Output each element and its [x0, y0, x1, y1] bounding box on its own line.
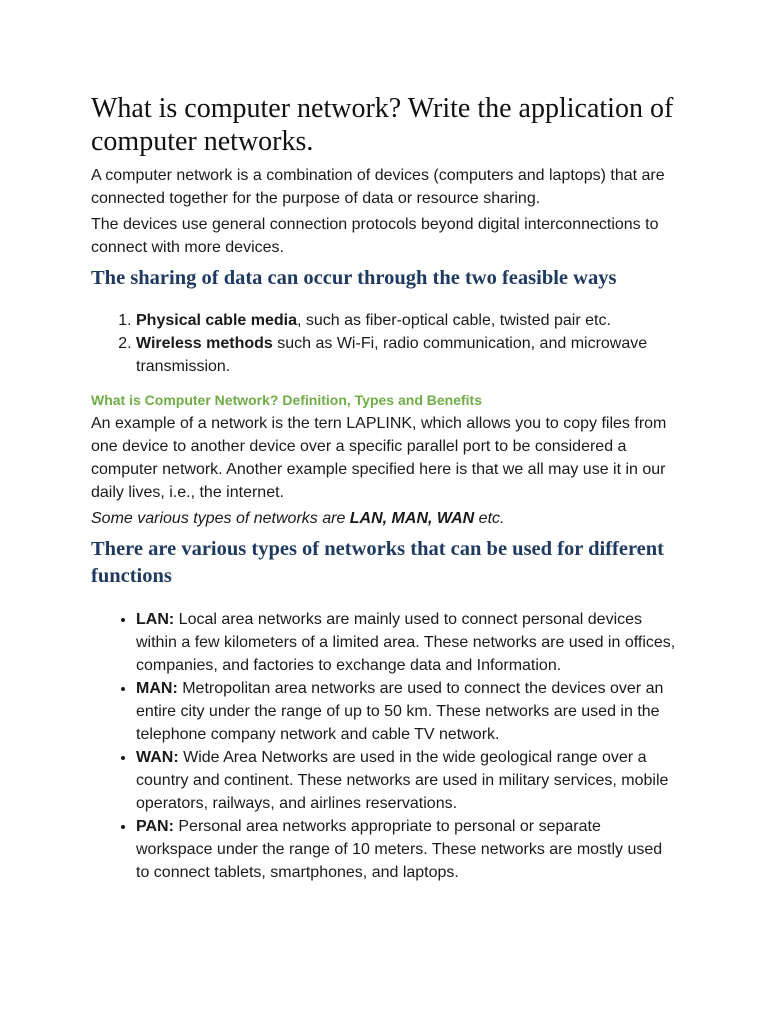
- intro-paragraph-1: A computer network is a combination of devices (computers and laptops) that are connected together for the purpose of data or resource sharing.: [91, 167, 665, 207]
- related-article-link[interactable]: What is Computer Network? Definition, Types and Benefits: [91, 392, 482, 408]
- list-item-term: LAN:: [136, 611, 175, 628]
- list-item-text: such as Wi-Fi, radio communication, and microwave transmission.: [136, 335, 648, 375]
- ways-list: [91, 309, 678, 378]
- document-title: What is computer network? Write the application of computer networks.: [91, 93, 674, 157]
- list-item-term: Wireless methods: [136, 335, 273, 352]
- list-item: [136, 815, 678, 884]
- types-line-prefix: Some various types of networks are: [91, 510, 350, 527]
- list-item: [136, 309, 678, 332]
- list-item-text: , such as fiber-optical cable, twisted pair etc.: [296, 312, 611, 329]
- list-item-text: Local area networks are mainly used to connect personal devices within a few kilometers of a limited area. These networks are used in offices, companies, and factories to exchange data and Information.: [136, 611, 676, 674]
- list-item-term: Physical cable media: [136, 312, 297, 329]
- types-line: [91, 507, 678, 530]
- list-item: [136, 677, 678, 746]
- list-item: [136, 332, 678, 378]
- list-item: [136, 746, 678, 815]
- network-types-list: [91, 608, 678, 884]
- list-item-text: Personal area networks appropriate to personal or separate workspace under the range of 10 meters. These networks are mostly used to connect tablets, smartphones, and laptops.: [136, 818, 663, 881]
- list-item-term: PAN:: [136, 818, 174, 835]
- types-line-terms: LAN, MAN, WAN: [349, 510, 475, 527]
- example-paragraph: An example of a network is the tern LAPLINK, which allows you to copy files from one device to another device over a specific parallel port to be considered a computer network. Another example specified here is that we all may use it in our daily lives, i.e., the internet.: [91, 415, 667, 501]
- heading-sharing-ways: The sharing of data can occur through the two feasible ways: [91, 267, 617, 289]
- types-line-suffix: etc.: [474, 510, 505, 527]
- list-item-text: Metropolitan area networks are used to connect the devices over an entire city under the range of up to 50 km. These networks are used in the telephone company network and cable TV network.: [136, 680, 664, 743]
- list-item: [136, 608, 678, 677]
- heading-network-types: There are various types of networks that can be used for different functions: [91, 538, 665, 587]
- intro-paragraph-2: The devices use general connection protocols beyond digital interconnections to connect with more devices.: [91, 216, 659, 256]
- list-item-text: Wide Area Networks are used in the wide geological range over a country and continent. These networks are used in military services, mobile operators, railways, and airlines reservations.: [136, 749, 669, 812]
- list-item-term: MAN:: [136, 680, 178, 697]
- list-item-term: WAN:: [136, 749, 179, 766]
